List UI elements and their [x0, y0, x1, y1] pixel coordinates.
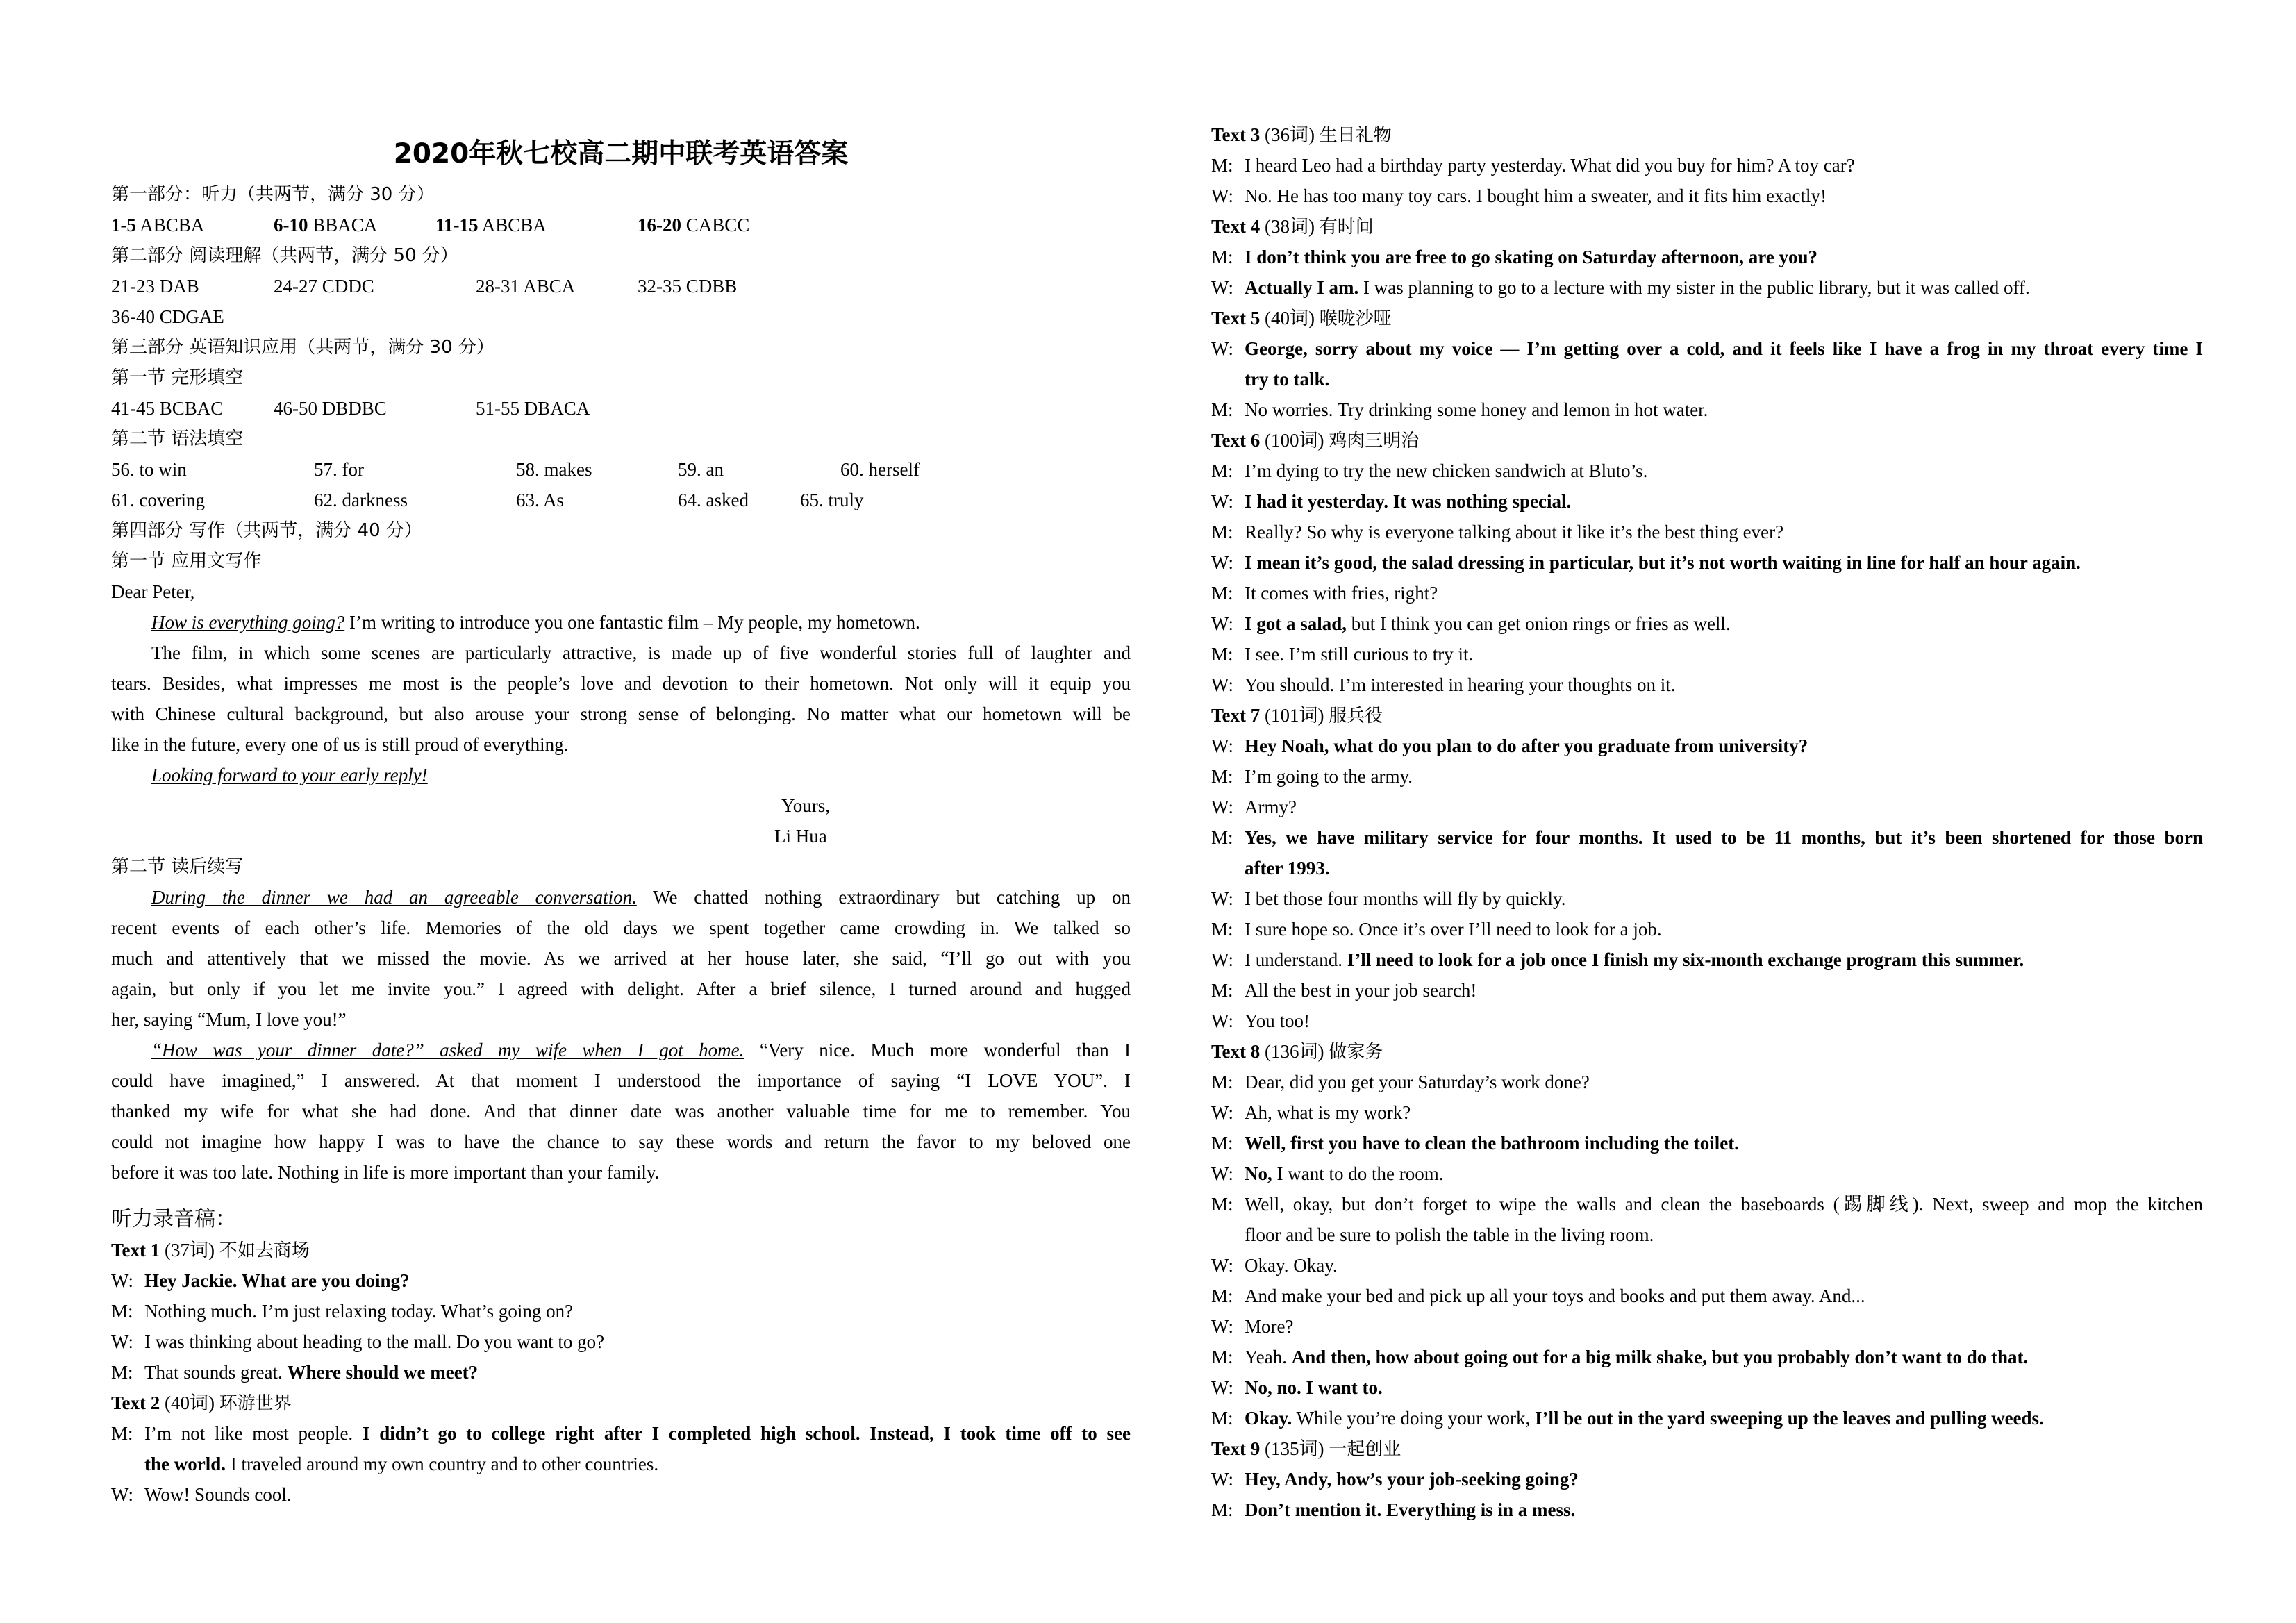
dialogue-line [1211, 1100, 1411, 1125]
answer-value: ABCBA [481, 215, 547, 235]
speaker-label: W: [1211, 888, 1233, 909]
transcript-text-header [1211, 306, 1392, 331]
speaker-label: M: [1211, 1285, 1233, 1306]
key-sentence: No, no. I want to. [1245, 1377, 1383, 1398]
dialogue-line [1211, 764, 1413, 789]
speaker-label: M: [1211, 1072, 1233, 1092]
dialogue-line [1211, 978, 1476, 1003]
speaker-label: W: [111, 1484, 133, 1505]
speaker-label: M: [1211, 522, 1233, 542]
text-topic: 有时间 [1319, 217, 1374, 238]
letter-paragraph: How is everything going? I’m writing to introduce you one fantastic film – My people, my hometown. [151, 612, 920, 633]
speaker-label: W: [1211, 491, 1233, 512]
dialogue-text: Ah, what is my work? [1245, 1102, 1411, 1123]
dialogue-line [1211, 1192, 2203, 1217]
key-sentence: after 1993. [1245, 858, 1330, 879]
part4-section2-heading: 第二节 读后续写 [111, 856, 244, 877]
grammar-answer: 58. makes [516, 459, 592, 480]
transcript-text-header [1211, 703, 1383, 729]
dialogue-line [1211, 519, 1783, 544]
part4-heading: 第四部分 写作（共两节，满分 40 分） [111, 520, 422, 541]
dialogue-text: That sounds great. [144, 1362, 288, 1383]
dialogue-text: I understand. [1245, 949, 1347, 970]
speaker-label: W: [1211, 613, 1233, 634]
dialogue-line [1211, 183, 1827, 208]
dialogue-text: I sure hope so. Once it’s over I’ll need to look for a job. [1245, 919, 1662, 940]
key-sentence: Yes, we have military service for four months. It used to be 11 months, but it’s been shortened for those born [1245, 827, 2203, 848]
dialogue-text: Wow! Sounds cool. [144, 1484, 292, 1505]
answer-group: 41-45 BCBAC [111, 398, 224, 419]
speaker-label: M: [1211, 1408, 1233, 1429]
dialogue-text: I traveled around my own country and to other countries. [226, 1454, 659, 1474]
continuation-line: could not imagine how happy I was to have the chance to say these words and return the favor to my beloved one [111, 1131, 1131, 1152]
speaker-label: M: [1211, 155, 1233, 176]
letter-signoff: Yours, [781, 795, 831, 816]
text-topic: 鸡肉三明治 [1329, 431, 1420, 451]
grammar-answer: 65. truly [800, 490, 864, 510]
dialogue-text: but I think you can get onion rings or fries as well. [1347, 613, 1731, 634]
text-label: Text 1 [111, 1240, 160, 1260]
dialogue-text: Nothing much. I’m just relaxing today. What’s going on? [144, 1301, 574, 1322]
dialogue-text: I’m dying to try the new chicken sandwich at Bluto’s. [1245, 460, 1648, 481]
speaker-label: M: [1211, 583, 1233, 604]
dialogue-line [1211, 1253, 1338, 1278]
underlined-sentence: How is everything going? [151, 612, 345, 633]
answer-group: 28-31 ABCA [476, 276, 576, 297]
answer-group: 36-40 CDGAE [111, 306, 224, 327]
dialogue-line [1211, 825, 2203, 850]
dialogue-text: I heard Leo had a birthday party yesterday. What did you buy for him? A toy car? [1245, 155, 1855, 176]
speaker-label: W: [111, 1331, 133, 1352]
key-sentence: Hey Noah, what do you plan to do after you graduate from university? [1245, 735, 1808, 756]
speaker-label: W: [1211, 1255, 1233, 1276]
transcript-heading: 听力录音稿： [111, 1207, 236, 1231]
part4-section1-heading: 第一节 应用文写作 [111, 551, 262, 572]
dialogue-line [111, 1268, 410, 1293]
continuation-line: her, saying “Mum, I love you!” [111, 1009, 347, 1030]
continuation-line: recent events of each other’s life. Memories of the old days we spent together came crowding in. We talked so [111, 917, 1131, 938]
dialogue-text: floor and be sure to polish the table in the living room. [1245, 1224, 1654, 1245]
dialogue-line [1211, 1467, 1579, 1492]
dialogue-line [1211, 581, 1438, 606]
dialogue-line [1211, 397, 1708, 422]
dialogue-line-continued [1211, 367, 1329, 392]
underlined-sentence: During the dinner we had an agreeable conversation. [151, 887, 637, 908]
text-topic: 做家务 [1329, 1042, 1383, 1063]
dialogue-text: Dear, did you get your Saturday’s work done? [1245, 1072, 1590, 1092]
answer-group: 51-55 DBACA [476, 398, 590, 419]
dialogue-line [1211, 886, 1565, 911]
grammar-answer: 64. asked [678, 490, 749, 510]
part3-section1-heading: 第一节 完形填空 [111, 367, 244, 388]
continuation-line: before it was too late. Nothing in life is more important than your family. [111, 1162, 660, 1183]
dialogue-line [1211, 275, 2030, 300]
speaker-label: M: [1211, 827, 1233, 848]
dialogue-line [111, 1360, 478, 1385]
speaker-label: W: [1211, 949, 1233, 970]
key-sentence: I got a salad, [1245, 613, 1347, 634]
key-sentence: Well, first you have to clean the bathroom including the toilet. [1245, 1133, 1739, 1154]
speaker-label: M: [1211, 1194, 1233, 1215]
transcript-text-header [111, 1390, 292, 1416]
key-sentence: Don’t mention it. Everything is in a mess. [1245, 1499, 1576, 1520]
dialogue-text: I’m not like most people. [144, 1423, 363, 1444]
grammar-answer: 63. As [516, 490, 565, 510]
word-count: (37词) [165, 1240, 215, 1260]
speaker-label: M: [111, 1362, 133, 1383]
key-sentence: No, [1245, 1163, 1272, 1184]
key-sentence: try to talk. [1245, 369, 1330, 390]
dialogue-line [1211, 1131, 1739, 1156]
text-topic: 生日礼物 [1319, 125, 1392, 146]
text-topic: 喉咙沙哑 [1319, 308, 1392, 329]
letter-salutation: Dear Peter, [111, 581, 195, 602]
text-topic: 一起创业 [1329, 1439, 1401, 1460]
continuation-line: thanked my wife for what she had done. And that dinner date was another valuable time for me to remember. You [111, 1101, 1131, 1122]
dialogue-line-continued [1211, 856, 1329, 881]
dialogue-line [1211, 244, 1817, 269]
key-sentence: I’ll need to look for a job once I finish my six-month exchange program this summer. [1347, 949, 2024, 970]
letter-closing: Looking forward to your early reply! [151, 765, 428, 785]
grammar-answer: 59. an [678, 459, 724, 480]
speaker-label: W: [1211, 674, 1233, 695]
text-topic: 服兵役 [1329, 706, 1383, 726]
underlined-sentence: “How was your dinner date?” asked my wife when I got home. [151, 1040, 744, 1060]
dialogue-text: Really? So why is everyone talking about it like it’s the best thing ever? [1245, 522, 1784, 542]
letter-line: The film, in which some scenes are particularly attractive, is made up of five wonderful stories full of laughter and [151, 642, 1131, 663]
dialogue-line [1211, 336, 2203, 361]
dialogue-line [1211, 611, 1731, 636]
text-label: Text 5 [1211, 308, 1261, 328]
word-count: (38词) [1265, 216, 1315, 237]
dialogue-line [1211, 642, 1473, 667]
grammar-answer: 61. covering [111, 490, 205, 510]
dialogue-text: Yeah. [1245, 1347, 1292, 1367]
dialogue-line [1211, 733, 1808, 758]
dialogue-text: I want to do the room. [1272, 1163, 1444, 1184]
continuation-line: During the dinner we had an agreeable conversation. We chatted nothing extraordinary but catching up on [151, 887, 1131, 908]
text-label: Text 4 [1211, 216, 1261, 237]
dialogue-text: I’m going to the army. [1245, 766, 1413, 787]
dialogue-line [1211, 1314, 1293, 1339]
dialogue-text: Army? [1245, 797, 1297, 817]
speaker-label: M: [1211, 460, 1233, 481]
answer-range: 16-20 [638, 215, 681, 235]
speaker-label: W: [1211, 1163, 1233, 1184]
grammar-answer: 57. for [314, 459, 364, 480]
key-sentence: Hey Jackie. What are you doing? [144, 1270, 410, 1291]
text-label: Text 9 [1211, 1438, 1261, 1459]
speaker-label: M: [1211, 1133, 1233, 1154]
speaker-label: M: [1211, 1347, 1233, 1367]
dialogue-line [1211, 672, 1675, 697]
dialogue-text: While you’re doing your work, [1292, 1408, 1535, 1429]
key-sentence: And then, how about going out for a big milk shake, but you probably don’t want to do that. [1291, 1347, 2029, 1367]
part3-section2-heading: 第二节 语法填空 [111, 428, 244, 449]
part2-heading: 第二部分 阅读理解（共两节，满分 50 分） [111, 245, 458, 266]
dialogue-line [1211, 1283, 1865, 1308]
grammar-answer: 60. herself [840, 459, 920, 480]
transcript-text-header [111, 1238, 310, 1263]
text-label: Text 2 [111, 1392, 160, 1413]
key-sentence: George, sorry about my voice — I’m getting over a cold, and it feels like I have a frog in my throat every time I [1245, 338, 2203, 359]
letter-line: like in the future, every one of us is still proud of everything. [111, 734, 569, 755]
dialogue-text: No. He has too many toy cars. I bought him a sweater, and it fits him exactly! [1245, 185, 1827, 206]
dialogue-line-continued [111, 1451, 658, 1476]
answer-group: 24-27 CDDC [274, 276, 374, 297]
speaker-label: W: [1211, 277, 1233, 298]
speaker-label: W: [1211, 1010, 1233, 1031]
dialogue-text: No worries. Try drinking some honey and lemon in hot water. [1245, 399, 1708, 420]
speaker-label: W: [1211, 735, 1233, 756]
dialogue-text: Okay. Okay. [1245, 1255, 1338, 1276]
speaker-label: M: [1211, 399, 1233, 420]
key-sentence: I’ll be out in the yard sweeping up the leaves and pulling weeds. [1534, 1408, 2044, 1429]
dialogue-line [1211, 917, 1662, 942]
dialogue-text: You should. I’m interested in hearing your thoughts on it. [1245, 674, 1676, 695]
key-sentence: Hey, Andy, how’s your job-seeking going? [1245, 1469, 1579, 1490]
dialogue-line [1211, 1406, 2044, 1431]
word-count: (40词) [1265, 308, 1315, 328]
speaker-label: W: [1211, 1377, 1233, 1398]
speaker-label: M: [1211, 919, 1233, 940]
dialogue-line [1211, 1375, 1383, 1400]
dialogue-text: All the best in your job search! [1245, 980, 1477, 1001]
answer-group: 21-23 DAB [111, 276, 199, 297]
dialogue-text: I was thinking about heading to the mall. Do you want to go? [144, 1331, 605, 1352]
dialogue-line [111, 1299, 573, 1324]
word-count: (100词) [1265, 430, 1324, 451]
transcript-text-header [1211, 428, 1419, 453]
letter-line: with Chinese cultural background, but also arouse your strong sense of belonging. No matter what our hometown will be [111, 704, 1131, 724]
speaker-label: M: [1211, 766, 1233, 787]
dialogue-line [111, 1329, 604, 1354]
key-sentence: I didn’t go to college right after I completed high school. Instead, I took time off to see [362, 1423, 1131, 1444]
dialogue-line [1211, 153, 1855, 178]
dialogue-text: I was planning to go to a lecture with my sister in the public library, but it was called off. [1358, 277, 2030, 298]
dialogue-line [1211, 794, 1297, 819]
text-label: Text 8 [1211, 1041, 1261, 1062]
grammar-answer: 56. to win [111, 459, 187, 480]
continuation-line: much and attentively that we missed the movie. As we arrived at her house later, she said, “I’ll go out with you [111, 948, 1131, 969]
speaker-label: W: [1211, 338, 1233, 359]
dialogue-line [1211, 1345, 2028, 1370]
transcript-text-header [1211, 214, 1374, 240]
answer-group: 46-50 DBDBC [274, 398, 387, 419]
word-count: (40词) [165, 1392, 215, 1413]
dialogue-line-continued [1211, 1222, 1654, 1247]
continuation-line: “How was your dinner date?” asked my wife when I got home. “Very nice. Much more wonderful than I [151, 1040, 1131, 1060]
speaker-label: W: [1211, 185, 1233, 206]
grammar-answer: 62. darkness [314, 490, 408, 510]
text-label: Text 3 [1211, 124, 1261, 145]
text-topic: 不如去商场 [219, 1240, 310, 1261]
speaker-label: M: [1211, 247, 1233, 267]
dialogue-line [111, 1482, 292, 1507]
transcript-text-header [1211, 1436, 1401, 1462]
page-title: 2020年秋七校高二期中联考英语答案 [393, 138, 849, 169]
dialogue-line [1211, 1008, 1310, 1033]
part1-heading: 第一部分：听力（共两节，满分 30 分） [111, 184, 435, 205]
answer-range: 6-10 [274, 215, 308, 235]
answer-value: CABCC [685, 215, 750, 235]
speaker-label: W: [1211, 552, 1233, 573]
letter-signature-name: Li Hua [774, 826, 827, 847]
transcript-text-header [1211, 122, 1392, 148]
continuation-line: again, but only if you let me invite you.” I agreed with delight. After a brief silence, I turned around and hugged [111, 979, 1131, 999]
speaker-label: W: [1211, 1102, 1233, 1123]
answer-range: 11-15 [435, 215, 479, 235]
continuation-line: could have imagined,” I answered. At that moment I understood the importance of saying “I LOVE YOU”. I [111, 1070, 1131, 1091]
speaker-label: M: [1211, 1499, 1233, 1520]
dialogue-line [111, 1421, 1131, 1446]
speaker-label: M: [111, 1423, 133, 1444]
dialogue-text: More? [1245, 1316, 1294, 1337]
key-sentence: I had it yesterday. It was nothing special. [1245, 491, 1572, 512]
dialogue-text: And make your bed and pick up all your toys and books and put them away. And... [1245, 1285, 1865, 1306]
dialogue-line [1211, 1161, 1443, 1186]
answer-range: 1-5 [111, 215, 136, 235]
speaker-label: M: [1211, 980, 1233, 1001]
key-sentence: I don’t think you are free to go skating on Saturday afternoon, are you? [1245, 247, 1818, 267]
dialogue-line [1211, 1069, 1590, 1095]
dialogue-text: Well, okay, but don’t forget to wipe the walls and clean the baseboards (踢脚线). Next, sweep and mop the kitchen [1245, 1194, 2203, 1215]
text-topic: 环游世界 [219, 1393, 292, 1414]
key-sentence: Where should we meet? [287, 1362, 479, 1383]
dialogue-line [1211, 1497, 1575, 1522]
word-count: (36词) [1265, 124, 1315, 145]
text-label: Text 7 [1211, 705, 1261, 726]
text-label: Text 6 [1211, 430, 1261, 451]
dialogue-text: It comes with fries, right? [1245, 583, 1438, 604]
speaker-label: M: [111, 1301, 133, 1322]
answer-value: BBACA [313, 215, 378, 235]
speaker-label: M: [1211, 644, 1233, 665]
dialogue-text: I bet those four months will fly by quickly. [1245, 888, 1566, 909]
dialogue-line [1211, 489, 1571, 514]
dialogue-text: You too! [1245, 1010, 1311, 1031]
dialogue-line [1211, 550, 2081, 575]
speaker-label: W: [1211, 1469, 1233, 1490]
speaker-label: W: [111, 1270, 133, 1291]
dialogue-line [1211, 947, 2024, 972]
part3-heading: 第三部分 英语知识应用（共两节，满分 30 分） [111, 337, 494, 358]
word-count: (135词) [1265, 1438, 1324, 1459]
dialogue-line [1211, 458, 1647, 483]
answer-value: ABCBA [140, 215, 205, 235]
key-sentence: I mean it’s good, the salad dressing in particular, but it’s not worth waiting in line for half an hour again. [1245, 552, 2081, 573]
speaker-label: W: [1211, 1316, 1233, 1337]
letter-line: tears. Besides, what impresses me most is the people’s love and devotion to their hometown. Not only will it equip you [111, 673, 1131, 694]
key-sentence: Actually I am. [1245, 277, 1359, 298]
transcript-text-header [1211, 1039, 1383, 1065]
key-sentence: Okay. [1245, 1408, 1292, 1429]
speaker-label: W: [1211, 797, 1233, 817]
answer-group: 32-35 CDBB [638, 276, 738, 297]
key-sentence: the world. [144, 1454, 226, 1474]
word-count: (136词) [1265, 1041, 1324, 1062]
dialogue-text: I see. I’m still curious to try it. [1245, 644, 1474, 665]
word-count: (101词) [1265, 705, 1324, 726]
